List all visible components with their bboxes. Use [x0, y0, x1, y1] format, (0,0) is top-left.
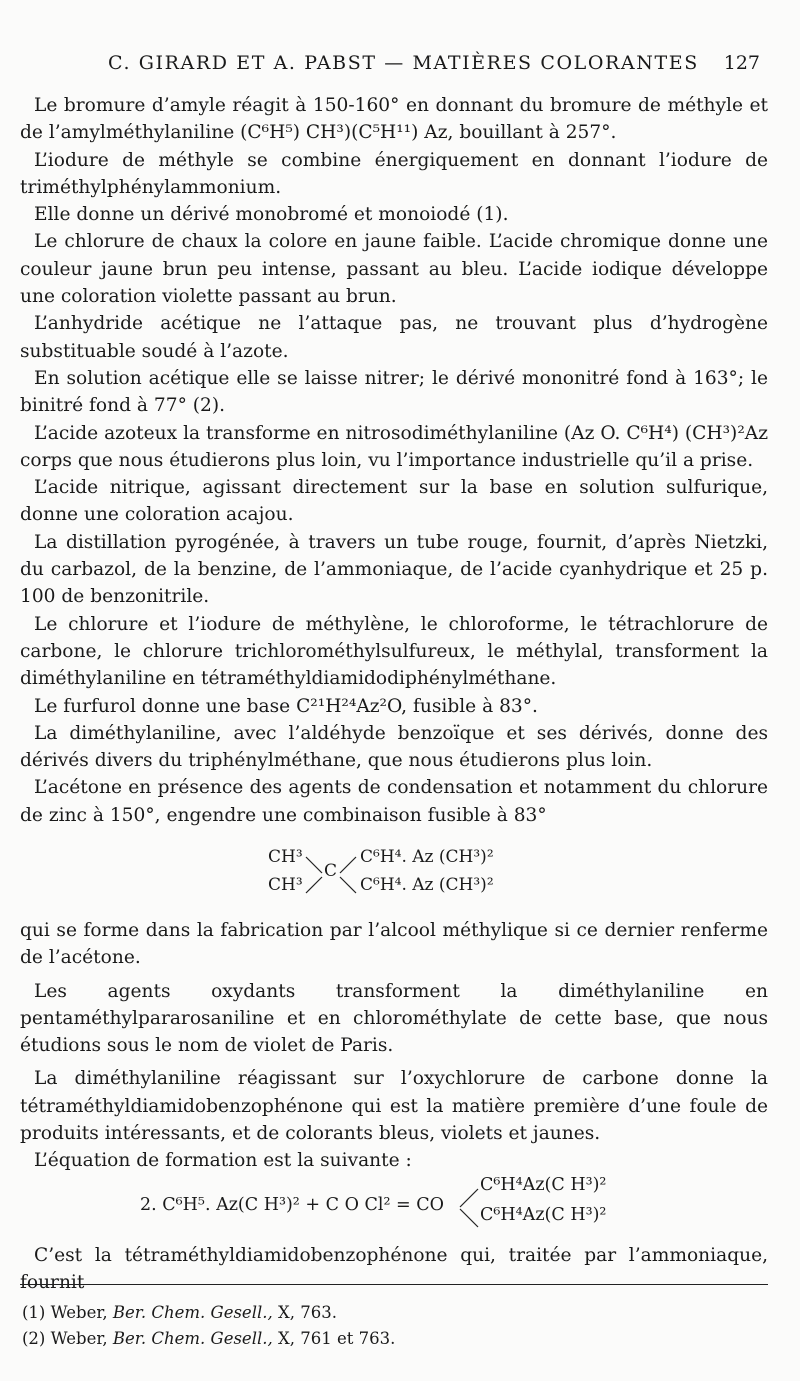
acetone-condensation-formula — [268, 847, 568, 903]
paragraph: C’est la tétraméthyldiamidobenzophénone qui, traitée par l’ammoniaque, fournit — [20, 1245, 768, 1294]
paragraph: En solution acétique elle se laisse nitrer; le dérivé mononitré fond à 163°; le binitré fond à 77° (2). — [20, 367, 768, 417]
paragraph: L’acide azoteux la transforme en nitrosodiméthylaniline (Az O. C⁶H⁴) (CH³)²Az corps que nous étudierons plus loin, vu l’importance industrielle qu’il a prise. — [20, 422, 768, 471]
footnote-ref: X, 763. — [277, 1303, 337, 1322]
formula-term: CH³ — [268, 875, 303, 895]
benzophenone-equation — [140, 1175, 660, 1235]
paragraph: Le chlorure de chaux la colore en jaune faible. L’acide chromique donne une couleur jaune brun peu intense, passant au bleu. L’acide iodique développe une coloration violette passant au brun. — [20, 231, 768, 308]
formula-term: C⁶H⁴. Az (CH³)² — [360, 875, 494, 895]
body-text-end — [20, 1242, 768, 1297]
body-text — [20, 92, 768, 829]
formula-center-atom: C — [324, 861, 338, 881]
footnote-author: Weber, — [50, 1329, 108, 1348]
equation-lhs: 2. C⁶H⁵. Az(C H³)² + C O Cl² = CO — [140, 1195, 445, 1215]
page-number: 127 — [723, 52, 760, 74]
paragraph: qui se forme dans la fabrication par l’alcool méthylique si ce dernier renferme de l’acétone. — [20, 920, 768, 969]
footnote-journal: Ber. Chem. Gesell., — [112, 1303, 273, 1322]
paragraph: La distillation pyrogénée, à travers un tube rouge, fournit, d’après Nietzki, du carbazol, de la benzine, de l’ammoniaque, de l’acide cyanhydrique et 25 p. 100 de benzonitrile. — [20, 531, 768, 608]
paragraph: La diméthylaniline réagissant sur l’oxychlorure de carbone donne la tétraméthyldiamidobenzophénone qui est la matière première d’une foule de produits intéressants, et de colorants bleus, violets et jaunes. — [20, 1068, 768, 1145]
footnotes — [22, 1300, 395, 1352]
paragraph: Le bromure d’amyle réagit à 150-160° en donnant du bromure de méthyle et de l’amylméthylaniline (C⁶H⁵) CH³)(C⁵H¹¹) Az, bouillant à 257°. — [20, 95, 768, 144]
running-header — [108, 52, 760, 80]
footnote-author: Weber, — [50, 1303, 108, 1322]
footnote-journal: Ber. Chem. Gesell., — [112, 1329, 273, 1348]
paragraph: Le chlorure et l’iodure de méthylène, le chloroforme, le tétrachlorure de carbone, le chlorure trichlorométhylsulfureux, le méthylal, transforment la diméthylaniline en tétraméthyldiamidodiphénylméthane. — [20, 613, 768, 690]
equation-rhs-term: C⁶H⁴Az(C H³)² — [480, 1205, 607, 1225]
footnote — [22, 1326, 395, 1352]
footnote — [22, 1300, 395, 1326]
footnote-divider — [20, 1284, 768, 1285]
paragraph: L’équation de formation est la suivante : — [34, 1150, 412, 1172]
paragraph: L’acétone en présence des agents de condensation et notamment du chlorure de zinc à 150°, engendre une combinaison fusible à 83° — [20, 777, 768, 826]
paragraph: Elle donne un dérivé monobromé et monoiodé (1). — [34, 204, 509, 226]
paragraph: L’iodure de méthyle se combine énergiquement en donnant l’iodure de triméthylphénylammonium. — [20, 149, 768, 198]
formula-term: CH³ — [268, 847, 303, 867]
paragraph: La diméthylaniline, avec l’aldéhyde benzoïque et ses dérivés, donne des dérivés divers du triphénylméthane, que nous étudierons plus loin. — [20, 722, 768, 772]
paragraph: Les agents oxydants transforment la diméthylaniline en pentaméthylpararosaniline et en chlorométhylate de cette base, que nous étudions sous le nom de violet de Paris. — [20, 980, 768, 1057]
bond-lines — [458, 1183, 482, 1231]
paragraph: Le furfurol donne une base C²¹H²⁴Az²O, fusible à 83°. — [34, 695, 538, 717]
running-title: C. GIRARD ET A. PABST — MATIÈRES COLORANTES — [108, 52, 699, 74]
footnote-number: (1) — [22, 1303, 46, 1322]
paragraph: L’acide nitrique, agissant directement sur la base en solution sulfurique, donne une coloration acajou. — [20, 477, 768, 526]
paragraph: L’anhydride acétique ne l’attaque pas, ne trouvant plus d’hydrogène substituable soudé à l’azote. — [20, 313, 768, 362]
equation-rhs-term: C⁶H⁴Az(C H³)² — [480, 1175, 607, 1195]
footnote-ref: X, 761 et 763. — [277, 1329, 396, 1348]
body-text-continued — [20, 917, 768, 1175]
footnote-number: (2) — [22, 1329, 46, 1348]
formula-term: C⁶H⁴. Az (CH³)² — [360, 847, 494, 867]
